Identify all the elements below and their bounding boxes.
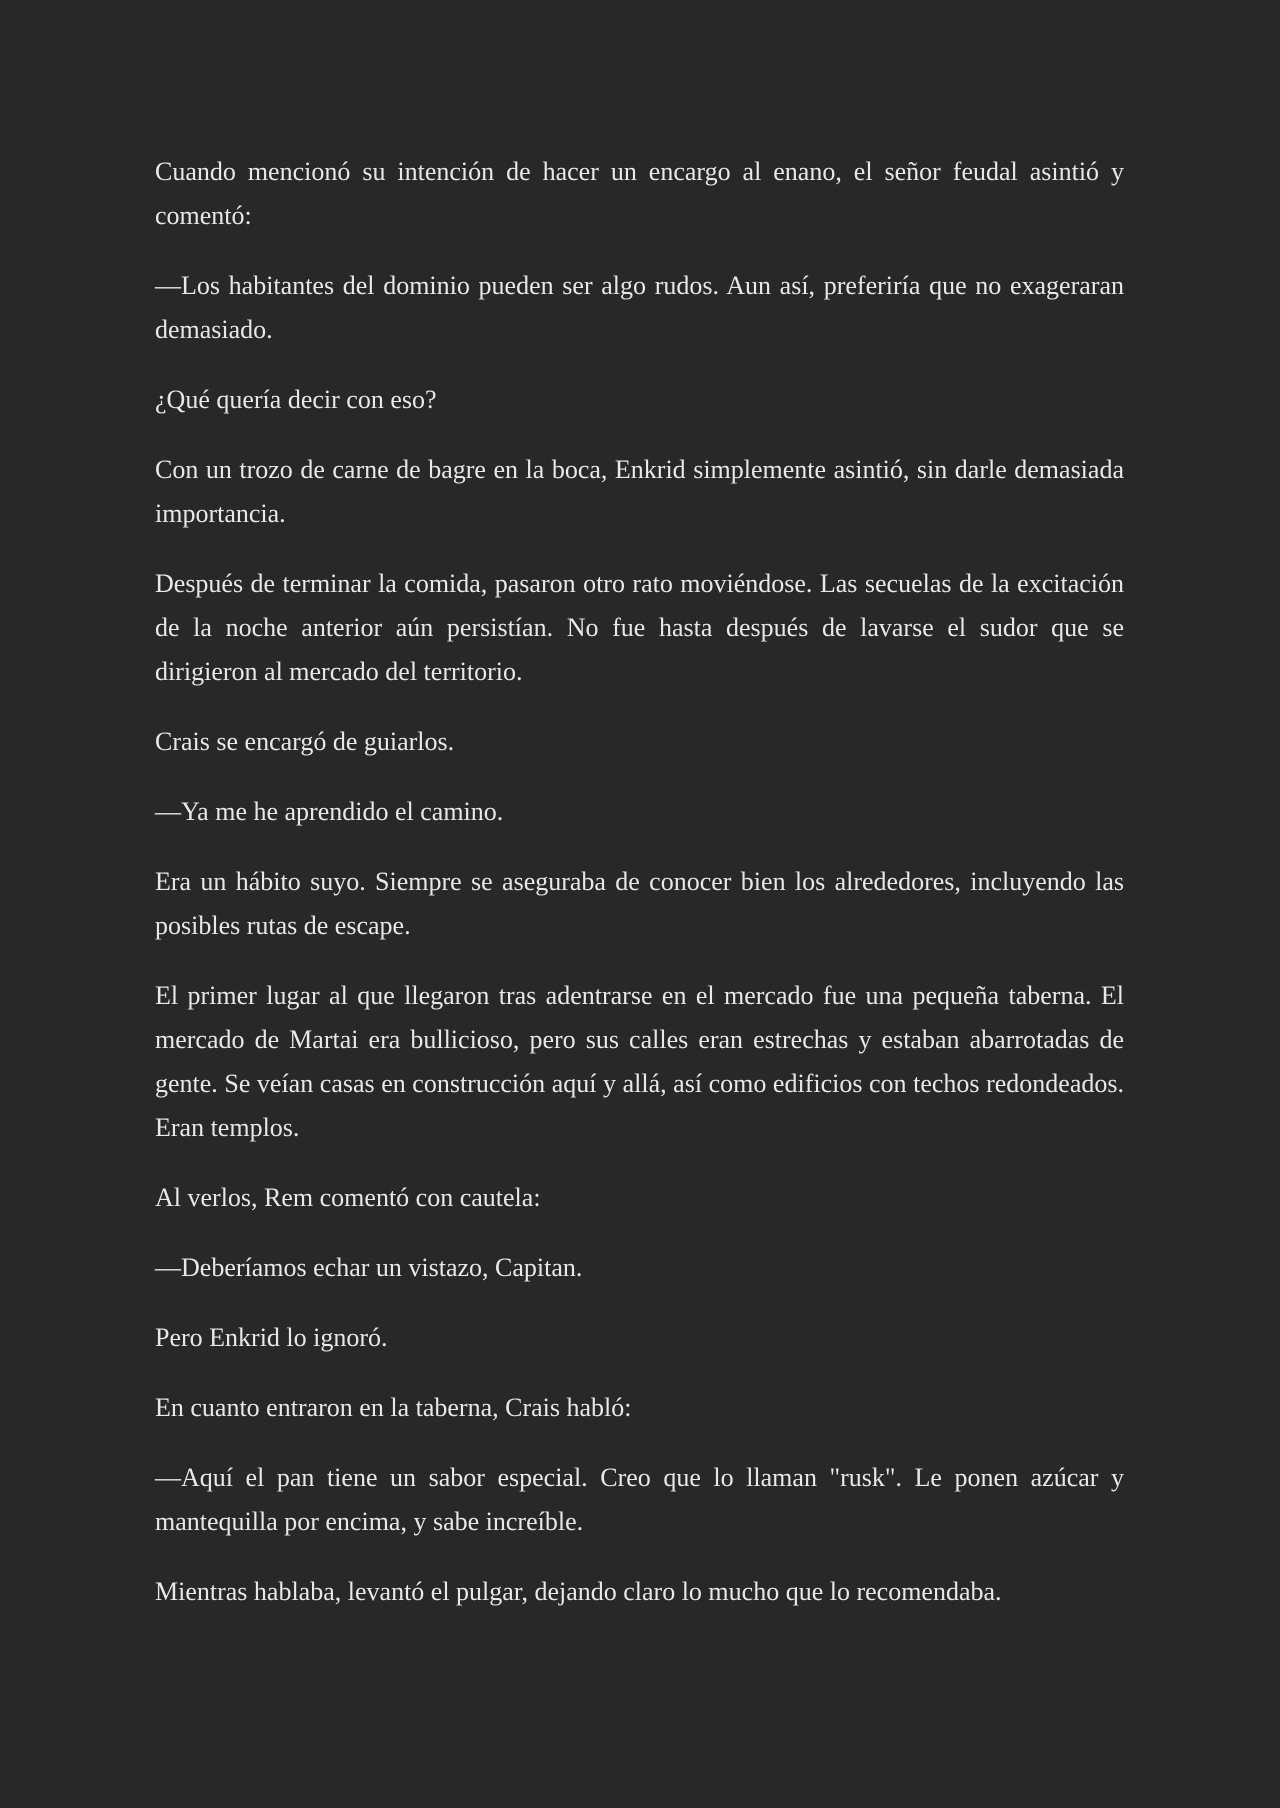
- paragraph: Después de terminar la comida, pasaron otro rato moviéndose. Las secuelas de la excitación de la noche anterior aún persistían. No fue hasta después de lavarse el sudor que se dirigieron al mercado del territorio.: [155, 569, 1124, 686]
- paragraph: Con un trozo de carne de bagre en la boca, Enkrid simplemente asintió, sin darle demasiada importancia.: [155, 455, 1124, 528]
- paragraph: Al verlos, Rem comentó con cautela:: [155, 1183, 541, 1212]
- paragraph: Crais se encargó de guiarlos.: [155, 727, 455, 756]
- paragraph: —Los habitantes del dominio pueden ser algo rudos. Aun así, preferiría que no exageraran demasiado.: [155, 271, 1124, 344]
- paragraph: —Aquí el pan tiene un sabor especial. Creo que lo llaman "rusk". Le ponen azúcar y mantequilla por encima, y sabe increíble.: [155, 1463, 1124, 1536]
- paragraph: —Deberíamos echar un vistazo, Capitan.: [155, 1253, 583, 1282]
- paragraph: Era un hábito suyo. Siempre se aseguraba de conocer bien los alrededores, incluyendo las posibles rutas de escape.: [155, 867, 1124, 940]
- paragraph: —Ya me he aprendido el camino.: [155, 797, 504, 826]
- paragraph: Mientras hablaba, levantó el pulgar, dejando claro lo mucho que lo recomendaba.: [155, 1577, 1002, 1606]
- paragraph: Cuando mencionó su intención de hacer un encargo al enano, el señor feudal asintió y comentó:: [155, 157, 1124, 230]
- paragraph: El primer lugar al que llegaron tras adentrarse en el mercado fue una pequeña taberna. El mercado de Martai era bullicioso, pero sus calles eran estrechas y estaban abarrotadas de gente. Se veían casas en construcción aquí y allá, así como edificios con techos redondeados. Eran templos.: [155, 981, 1124, 1142]
- paragraph: En cuanto entraron en la taberna, Crais habló:: [155, 1393, 632, 1422]
- paragraph: ¿Qué quería decir con eso?: [155, 385, 437, 414]
- paragraph: Pero Enkrid lo ignoró.: [155, 1323, 388, 1352]
- chapter-text: [155, 150, 1124, 1640]
